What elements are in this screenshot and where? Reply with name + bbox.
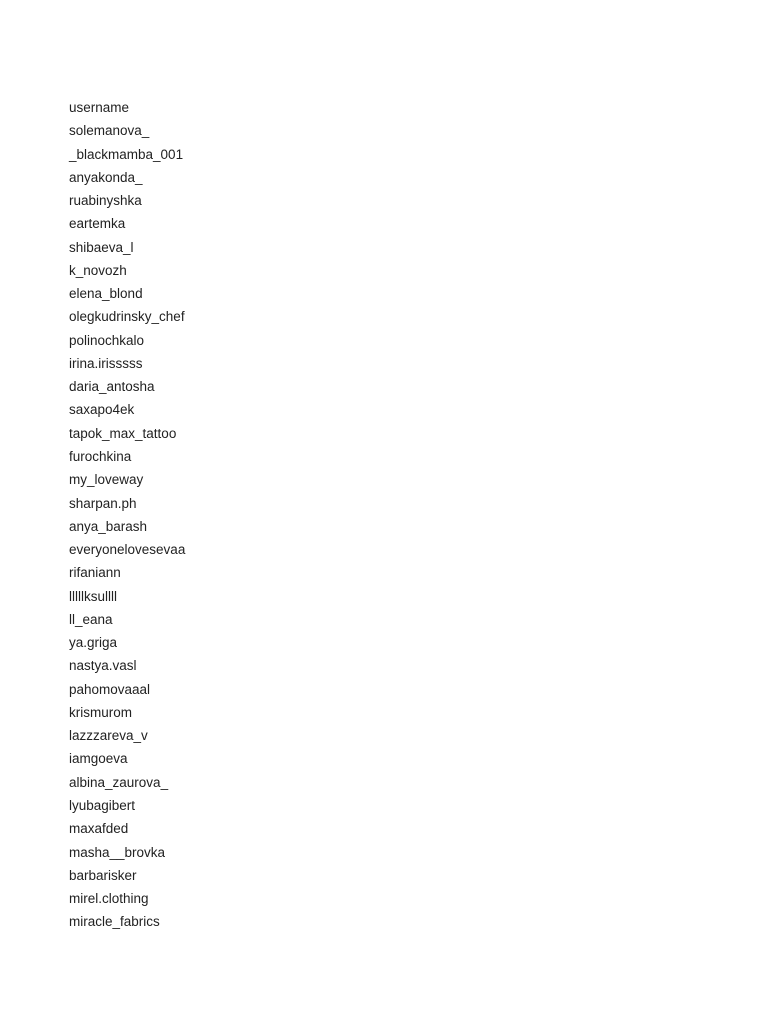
- list-item: albina_zaurova_: [69, 774, 169, 790]
- list-item: pahomovaaal: [69, 681, 151, 697]
- list-item: polinochkalo: [69, 332, 145, 348]
- list-item: anyakonda_: [69, 169, 143, 185]
- list-item: masha__brovka: [69, 844, 166, 860]
- list-item: anya_barash: [69, 518, 148, 534]
- list-item: iamgoeva: [69, 751, 128, 767]
- list-item: barbarisker: [69, 867, 137, 883]
- list-item: solemanova_: [69, 123, 150, 139]
- list-item: rifaniann: [69, 565, 121, 581]
- list-item: daria_antosha: [69, 379, 155, 395]
- list-item: my_loveway: [69, 472, 144, 488]
- list-item: ya.griga: [69, 635, 118, 651]
- list-item: lyubagibert: [69, 797, 136, 813]
- list-item: maxafded: [69, 821, 129, 837]
- list-item: elena_blond: [69, 286, 143, 302]
- username-list: [69, 96, 185, 934]
- list-item: ruabinyshka: [69, 193, 142, 209]
- list-item: everyonelovesevaa: [69, 542, 186, 558]
- list-item: krismurom: [69, 704, 132, 720]
- column-header: username: [69, 100, 130, 115]
- list-item: eartemka: [69, 216, 126, 232]
- list-item: saxapo4ek: [69, 402, 135, 418]
- list-item: tapok_max_tattoo: [69, 425, 177, 441]
- list-item: olegkudrinsky_chef: [69, 309, 185, 325]
- list-item: miracle_fabrics: [69, 914, 160, 930]
- list-item: _blackmamba_001: [69, 146, 184, 162]
- list-item: shibaeva_l: [69, 239, 134, 255]
- list-item: mirel.clothing: [69, 891, 149, 907]
- list-item: furochkina: [69, 448, 132, 464]
- list-item: k_novozh: [69, 262, 127, 278]
- list-item: ll_eana: [69, 611, 113, 627]
- list-item: nastya.vasl: [69, 658, 137, 674]
- list-item: lllllksullll: [69, 588, 118, 604]
- list-item: lazzzareva_v: [69, 728, 148, 744]
- list-item: sharpan.ph: [69, 495, 137, 511]
- list-item: irina.irisssss: [69, 355, 143, 371]
